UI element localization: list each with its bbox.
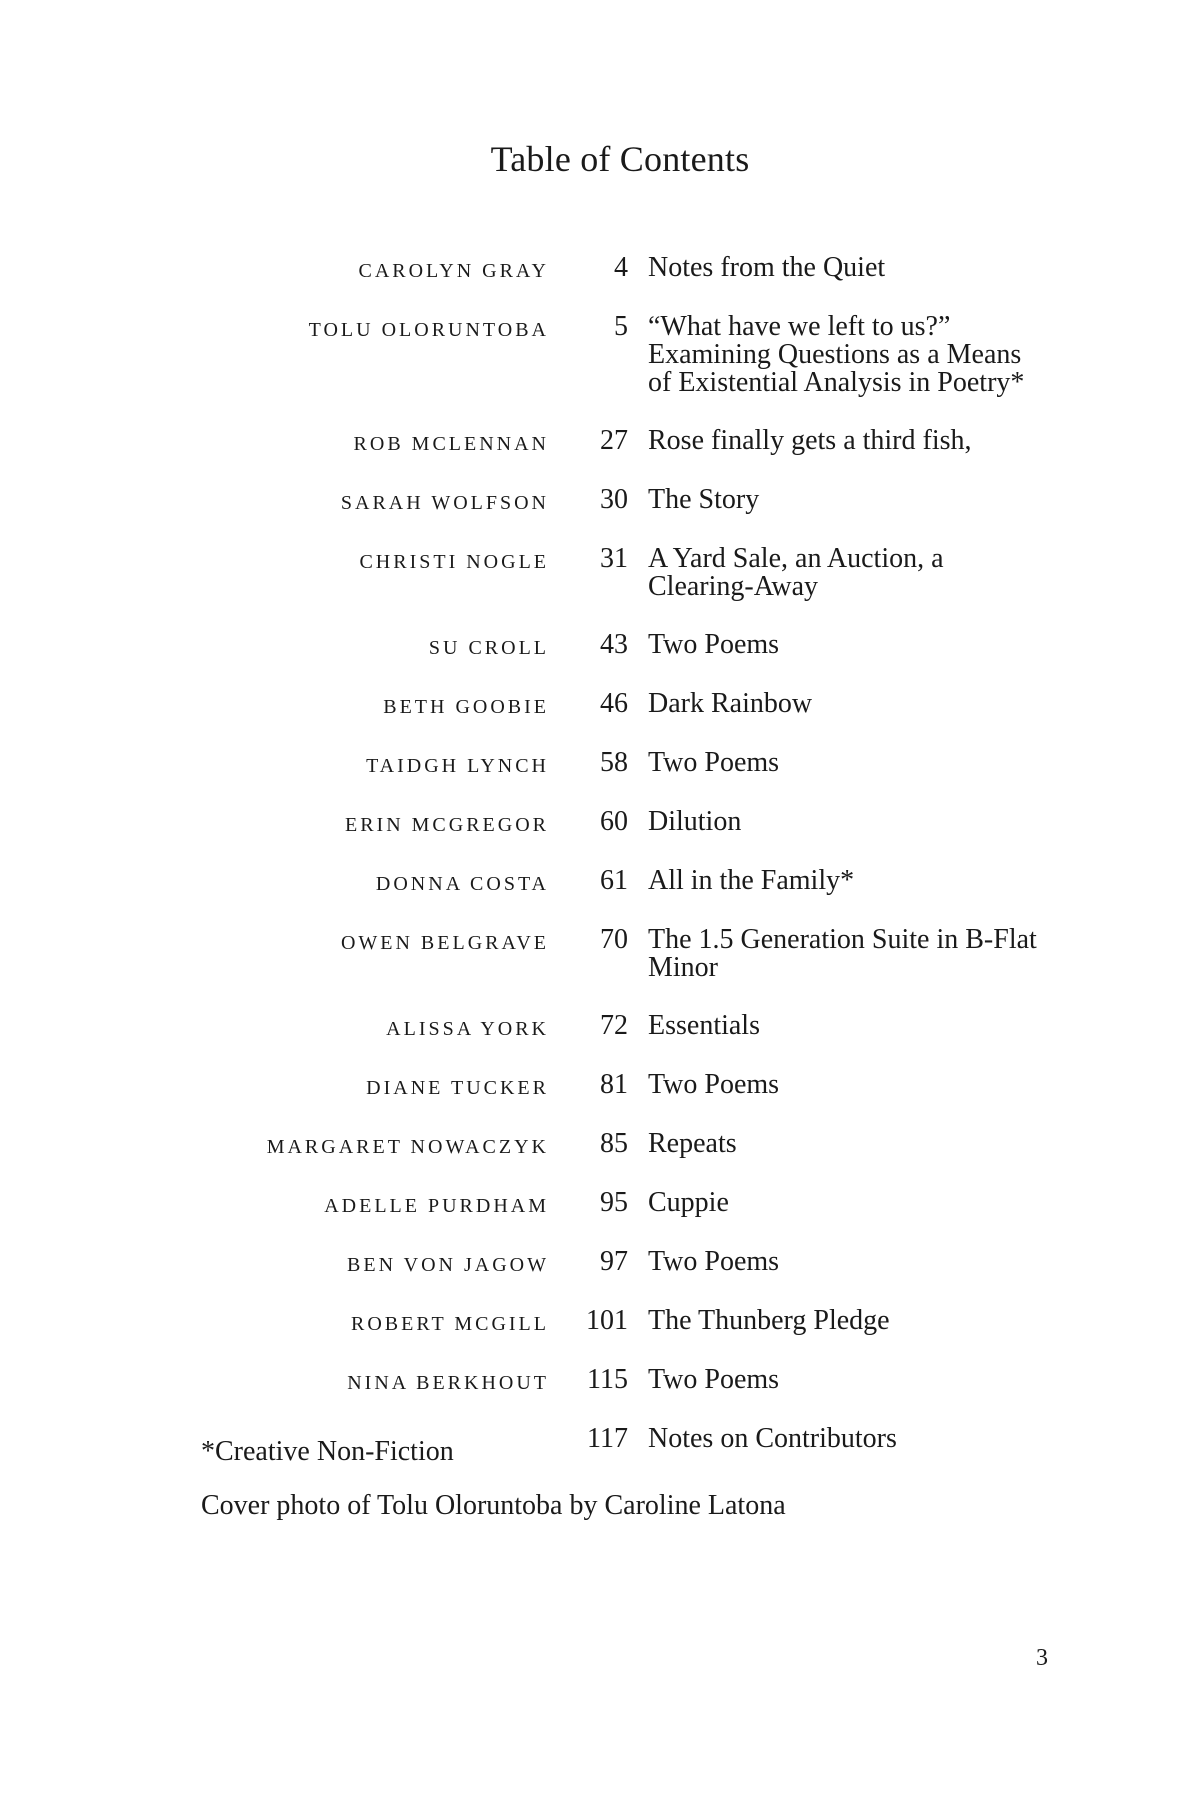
toc-page: 27	[600, 425, 628, 456]
toc-author: OWEN BELGRAVE	[340, 932, 549, 954]
toc-author: SARAH WOLFSON	[340, 492, 549, 514]
page-title: Table of Contents	[490, 139, 750, 179]
toc-work: The 1.5 Generation Suite in B-Flat Minor	[648, 924, 1037, 983]
toc-author: SU CROLL	[428, 637, 549, 659]
toc-page: 85	[600, 1128, 628, 1159]
toc-entry	[0, 745, 1200, 778]
toc-author: DONNA COSTA	[375, 873, 549, 895]
toc-page: 81	[600, 1069, 628, 1100]
toc-entry	[0, 686, 1200, 719]
toc-work: Two Poems	[648, 1364, 780, 1395]
toc-author: MARGARET NOWACZYK	[266, 1136, 549, 1158]
toc-page: 5	[614, 311, 628, 342]
toc-author: ADELLE PURDHAM	[324, 1195, 549, 1217]
toc-author: ALISSA YORK	[386, 1018, 549, 1040]
toc-page: 72	[600, 1010, 628, 1041]
toc-work: The Thunberg Pledge	[648, 1305, 890, 1336]
toc-entry	[0, 1244, 1200, 1277]
toc-page: 95	[600, 1187, 628, 1218]
toc-entry	[0, 1421, 1200, 1453]
toc-work: “What have we left to us?” Examining Questions as a Means of Existential Analysis in Poetry*	[648, 311, 1025, 398]
toc-entry	[0, 627, 1200, 660]
toc-page: 31	[600, 543, 628, 574]
toc-entry	[0, 250, 1200, 283]
toc-page: 70	[600, 924, 628, 955]
toc-author	[0, 1421, 549, 1431]
toc-author: ROBERT MCGILL	[351, 1313, 549, 1335]
toc-entry	[0, 309, 1200, 397]
page-number: 3	[1036, 1645, 1048, 1671]
toc-author: ROB MCLENNAN	[353, 433, 549, 455]
toc-page: 61	[600, 865, 628, 896]
toc-author: ERIN MCGREGOR	[344, 814, 549, 836]
toc-work: Two Poems	[648, 1246, 780, 1277]
toc-entry	[0, 922, 1200, 982]
toc-entry	[0, 1126, 1200, 1159]
toc-page: 97	[600, 1246, 628, 1277]
toc-author: TAIDGH LYNCH	[366, 755, 549, 777]
toc-work: All in the Family*	[648, 865, 855, 896]
toc-entry	[0, 482, 1200, 515]
toc-work: Two Poems	[648, 629, 780, 660]
toc-entry	[0, 1362, 1200, 1395]
creative-nonfiction-note: *Creative Non-Fiction	[201, 1436, 454, 1467]
toc-work: Notes from the Quiet	[648, 252, 886, 283]
toc-page: 117	[587, 1423, 628, 1454]
toc-entry	[0, 1185, 1200, 1218]
toc-work: Rose finally gets a third fish,	[648, 425, 972, 456]
toc-page: 58	[600, 747, 628, 778]
toc-work: Dilution	[648, 806, 742, 837]
toc-author: BEN VON JAGOW	[347, 1254, 549, 1276]
toc-author: CAROLYN GRAY	[358, 260, 549, 282]
toc-author: DIANE TUCKER	[366, 1077, 549, 1099]
toc-work: Repeats	[648, 1128, 737, 1159]
toc-entry	[0, 423, 1200, 456]
toc-work: Notes on Contributors	[648, 1423, 897, 1454]
toc-work: Two Poems	[648, 1069, 780, 1100]
toc-work: Two Poems	[648, 747, 780, 778]
toc-entry	[0, 804, 1200, 837]
toc-page: 115	[587, 1364, 628, 1395]
toc-work: A Yard Sale, an Auction, a Clearing-Away	[648, 543, 944, 602]
toc-page: 43	[600, 629, 628, 660]
toc-entry	[0, 541, 1200, 601]
toc-page: 101	[586, 1305, 628, 1336]
toc-author: NINA BERKHOUT	[347, 1372, 549, 1394]
toc-work: Cuppie	[648, 1187, 729, 1218]
toc-work: Essentials	[648, 1010, 760, 1041]
toc-work: The Story	[648, 484, 760, 515]
toc-list	[0, 250, 1200, 1479]
toc-entry	[0, 1067, 1200, 1100]
toc-author: CHRISTI NOGLE	[359, 551, 549, 573]
toc-author: TOLU OLORUNTOBA	[308, 319, 549, 341]
toc-author: BETH GOOBIE	[383, 696, 549, 718]
toc-page: 30	[600, 484, 628, 515]
toc-entry	[0, 1303, 1200, 1336]
toc-entry	[0, 863, 1200, 896]
toc-page: 60	[600, 806, 628, 837]
toc-page: 46	[600, 688, 628, 719]
toc-entry	[0, 1008, 1200, 1041]
toc-work: Dark Rainbow	[648, 688, 813, 719]
cover-photo-credit: Cover photo of Tolu Oloruntoba by Caroline Latona	[201, 1490, 786, 1521]
toc-page: 4	[614, 252, 628, 283]
